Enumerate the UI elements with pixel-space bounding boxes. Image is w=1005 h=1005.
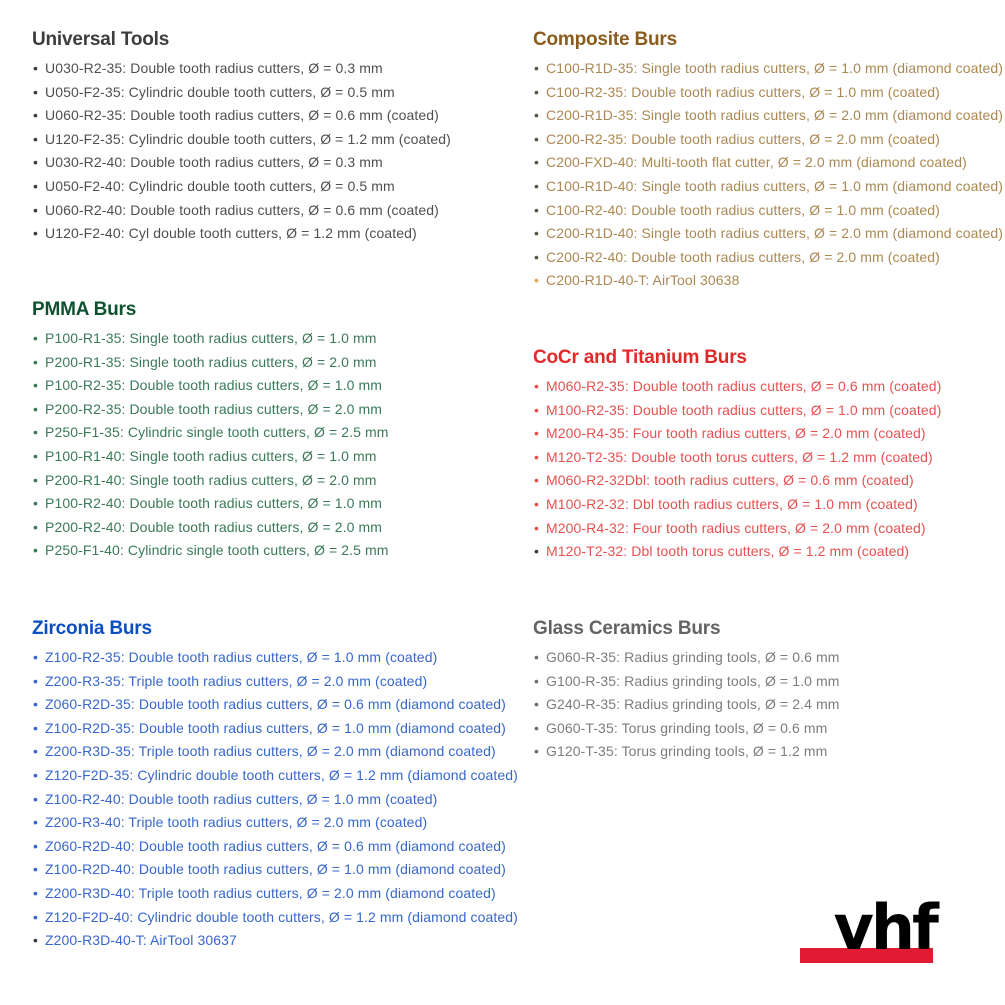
list-item-text: G060-R-35: Radius grinding tools, Ø = 0.6 mm [546, 649, 840, 665]
section-glass-ceramics-burs [533, 617, 1005, 764]
list-item-text: C200-R1D-35: Single tooth radius cutters, Ø = 2.0 mm (diamond coated) [546, 107, 1004, 124]
list-item-text: C200-FXD-40: Multi-tooth flat cutter, Ø = 2.0 mm (diamond coated) [546, 154, 967, 171]
bullet-icon: • [534, 719, 540, 736]
list-item-text: G240-R-35: Radius grinding tools, Ø = 2.4 mm [546, 696, 840, 713]
bullet-icon: • [33, 932, 39, 949]
list-item [533, 399, 1005, 423]
list-item-text: P100-R1-35: Single tooth radius cutters, Ø = 1.0 mm [45, 330, 377, 346]
bullet-icon: • [33, 447, 39, 464]
list-item-text: Z100-R2D-35: Double tooth radius cutters, Ø = 1.0 mm (diamond coated) [45, 719, 506, 736]
bullet-icon: • [33, 766, 39, 783]
bullet-icon: • [534, 60, 540, 76]
list-item-text: M060-R2-32Dbl: tooth radius cutters, Ø = 0.6 mm (coated) [546, 472, 914, 489]
list-item [533, 646, 1005, 670]
list-item-text: P200-R2-35: Double tooth radius cutters, Ø = 2.0 mm [45, 400, 382, 417]
list-item [32, 104, 504, 128]
list-item [32, 717, 504, 741]
bullet-icon: • [33, 400, 39, 417]
bullet-icon: • [534, 649, 540, 665]
list-item [32, 929, 504, 953]
list-item [533, 128, 1005, 152]
bullet-icon: • [534, 83, 540, 100]
vhf-logo-text: vhf [833, 891, 936, 964]
list-item-text: G060-T-35: Torus grinding tools, Ø = 0.6 mm [546, 719, 828, 736]
list-item [32, 351, 504, 375]
bullet-icon: • [534, 519, 540, 536]
list-item [533, 670, 1005, 694]
list-item-text: C100-R1D-35: Single tooth radius cutters, Ø = 1.0 mm (diamond coated) [546, 60, 1004, 76]
list-item-text: P200-R1-35: Single tooth radius cutters, Ø = 2.0 mm [45, 353, 377, 370]
bullet-icon: • [33, 672, 39, 689]
bullet-icon: • [534, 201, 540, 218]
list-item-text: Z120-F2D-35: Cylindric double tooth cutters, Ø = 1.2 mm (diamond coated) [45, 766, 518, 783]
list-item-text: P250-F1-35: Cylindric single tooth cutters, Ø = 2.5 mm [45, 424, 389, 441]
bullet-icon: • [534, 130, 540, 147]
bullet-icon: • [534, 672, 540, 689]
list-item [32, 740, 504, 764]
list-item-text: M060-R2-35: Double tooth radius cutters, Ø = 0.6 mm (coated) [546, 378, 942, 394]
list-item-text: Z060-R2D-35: Double tooth radius cutters, Ø = 0.6 mm (diamond coated) [45, 696, 506, 713]
bullet-icon: • [33, 814, 39, 831]
list-item [32, 374, 504, 398]
bullet-icon: • [33, 649, 39, 665]
tool-list-pmma-burs [32, 327, 504, 563]
bullet-icon: • [33, 696, 39, 713]
list-item [533, 740, 1005, 764]
list-item-text: U060-R2-35: Double tooth radius cutters, Ø = 0.6 mm (coated) [45, 107, 439, 124]
list-item [533, 375, 1005, 399]
bullet-icon: • [534, 472, 540, 489]
bullet-icon: • [534, 272, 540, 289]
list-item-text: C200-R2-40: Double tooth radius cutters, Ø = 2.0 mm (coated) [546, 248, 940, 265]
list-item-text: Z200-R3-40: Triple tooth radius cutters, Ø = 2.0 mm (coated) [45, 814, 428, 831]
bullet-icon: • [33, 377, 39, 394]
list-item [32, 151, 504, 175]
list-item [32, 670, 504, 694]
list-item-text: C200-R1D-40-T: AirTool 30638 [546, 272, 740, 289]
list-item [32, 81, 504, 105]
tool-list-glass-ceramics-burs [533, 646, 1005, 764]
list-item-text: M120-T2-35: Double tooth torus cutters, Ø = 1.2 mm (coated) [546, 448, 933, 465]
section-cocr-titanium-burs [533, 346, 1005, 564]
list-item-text: C200-R1D-40: Single tooth radius cutters, Ø = 2.0 mm (diamond coated) [546, 225, 1004, 242]
list-item [32, 175, 504, 199]
list-item [32, 469, 504, 493]
list-item-text: Z200-R3D-35: Triple tooth radius cutters, Ø = 2.0 mm (diamond coated) [45, 743, 496, 760]
bullet-icon: • [33, 719, 39, 736]
bullet-icon: • [534, 401, 540, 418]
list-item [32, 492, 504, 516]
list-item [533, 104, 1005, 128]
tool-list-zirconia-burs [32, 646, 518, 953]
list-item [533, 422, 1005, 446]
list-item [32, 835, 504, 859]
bullet-icon: • [33, 201, 39, 218]
list-item [533, 540, 1005, 564]
list-item [533, 175, 1005, 199]
list-item [533, 446, 1005, 470]
list-item-text: Z100-R2-35: Double tooth radius cutters, Ø = 1.0 mm (coated) [45, 649, 438, 665]
section-zirconia-burs [32, 617, 518, 953]
list-item-text: U030-R2-35: Double tooth radius cutters, Ø = 0.3 mm [45, 60, 383, 76]
list-item-text: P100-R1-40: Single tooth radius cutters, Ø = 1.0 mm [45, 447, 377, 464]
section-title-glass-ceramics-burs: Glass Ceramics Burs [533, 618, 721, 639]
bullet-icon: • [534, 107, 540, 124]
list-item-text: C100-R2-40: Double tooth radius cutters, Ø = 1.0 mm (coated) [546, 201, 940, 218]
list-item [32, 445, 504, 469]
list-item-text: M100-R2-35: Double tooth radius cutters, Ø = 1.0 mm (coated) [546, 401, 942, 418]
list-item [32, 882, 504, 906]
list-item [32, 421, 504, 445]
list-item-text: M200-R4-35: Four tooth radius cutters, Ø = 2.0 mm (coated) [546, 425, 926, 442]
list-item [533, 517, 1005, 541]
bullet-icon: • [534, 448, 540, 465]
list-item-text: U060-R2-40: Double tooth radius cutters, Ø = 0.6 mm (coated) [45, 201, 439, 218]
list-item [32, 906, 518, 930]
list-item [533, 199, 1005, 223]
section-title-composite-burs: Composite Burs [533, 29, 677, 50]
list-item [32, 811, 504, 835]
list-item [32, 539, 504, 563]
list-item-text: P250-F1-40: Cylindric single tooth cutters, Ø = 2.5 mm [45, 542, 389, 559]
section-title-cocr-titanium-burs: CoCr and Titanium Burs [533, 347, 747, 368]
list-item-text: Z120-F2D-40: Cylindric double tooth cutters, Ø = 1.2 mm (diamond coated) [45, 908, 518, 925]
bullet-icon: • [33, 884, 39, 901]
bullet-icon: • [33, 83, 39, 100]
bullet-icon: • [33, 518, 39, 535]
bullet-icon: • [33, 542, 39, 559]
bullet-icon: • [534, 378, 540, 394]
bullet-icon: • [33, 130, 39, 147]
bullet-icon: • [33, 790, 39, 807]
list-item [32, 646, 504, 670]
list-item [533, 246, 1005, 270]
list-item-text: P200-R2-40: Double tooth radius cutters, Ø = 2.0 mm [45, 518, 382, 535]
list-item-text: C100-R2-35: Double tooth radius cutters, Ø = 1.0 mm (coated) [546, 83, 940, 100]
list-item-text: U050-F2-40: Cylindric double tooth cutters, Ø = 0.5 mm [45, 177, 395, 194]
list-item [32, 516, 504, 540]
list-item [32, 327, 504, 351]
list-item [32, 693, 504, 717]
list-item [533, 717, 1005, 741]
bullet-icon: • [33, 908, 39, 925]
list-item [32, 788, 504, 812]
section-universal-tools [32, 28, 504, 246]
list-item-text: Z060-R2D-40: Double tooth radius cutters, Ø = 0.6 mm (diamond coated) [45, 837, 506, 854]
list-item [533, 222, 1005, 246]
list-item-text: M200-R4-32: Four tooth radius cutters, Ø = 2.0 mm (coated) [546, 519, 926, 536]
list-item [533, 493, 1005, 517]
list-item [32, 57, 504, 81]
list-item [533, 81, 1005, 105]
list-item-text: U120-F2-35: Cylindric double tooth cutters, Ø = 1.2 mm (coated) [45, 130, 451, 147]
bullet-icon: • [534, 743, 540, 760]
list-item [32, 764, 518, 788]
bullet-icon: • [33, 495, 39, 512]
bullet-icon: • [534, 425, 540, 442]
list-item-text: G120-T-35: Torus grinding tools, Ø = 1.2 mm [546, 743, 828, 760]
bullet-icon: • [534, 225, 540, 242]
section-title-pmma-burs: PMMA Burs [32, 299, 137, 320]
section-composite-burs [533, 28, 1005, 293]
bullet-icon: • [33, 424, 39, 441]
list-item [32, 128, 504, 152]
bullet-icon: • [33, 225, 39, 242]
tool-list-universal-tools [32, 57, 504, 246]
list-item-text: G100-R-35: Radius grinding tools, Ø = 1.0 mm [546, 672, 840, 689]
bullet-icon: • [33, 330, 39, 346]
bullet-icon: • [534, 177, 540, 194]
list-item [533, 151, 1005, 175]
list-item-text: C200-R2-35: Double tooth radius cutters, Ø = 2.0 mm (coated) [546, 130, 940, 147]
list-item [533, 57, 1005, 81]
bullet-icon: • [33, 60, 39, 76]
list-item [533, 469, 1005, 493]
tool-list-cocr-titanium-burs [533, 375, 1005, 564]
section-title-zirconia-burs: Zirconia Burs [32, 618, 152, 639]
section-pmma-burs [32, 298, 504, 563]
bullet-icon: • [33, 107, 39, 124]
list-item-text: M100-R2-32: Dbl tooth radius cutters, Ø = 1.0 mm (coated) [546, 495, 918, 512]
bullet-icon: • [33, 353, 39, 370]
bullet-icon: • [33, 743, 39, 760]
list-item-text: U050-F2-35: Cylindric double tooth cutters, Ø = 0.5 mm [45, 83, 395, 100]
list-item-text: U120-F2-40: Cyl double tooth cutters, Ø = 1.2 mm (coated) [45, 225, 417, 242]
list-item-text: Z200-R3D-40: Triple tooth radius cutters, Ø = 2.0 mm (diamond coated) [45, 884, 496, 901]
list-item-text: C100-R1D-40: Single tooth radius cutters, Ø = 1.0 mm (diamond coated) [546, 177, 1004, 194]
list-item-text: M120-T2-32: Dbl tooth torus cutters, Ø = 1.2 mm (coated) [546, 543, 910, 560]
bullet-icon: • [534, 495, 540, 512]
tool-list-composite-burs [533, 57, 1005, 293]
bullet-icon: • [33, 861, 39, 878]
bullet-icon: • [534, 154, 540, 171]
list-item-text: P100-R2-35: Double tooth radius cutters, Ø = 1.0 mm [45, 377, 382, 394]
list-item [32, 858, 504, 882]
bullet-icon: • [534, 696, 540, 713]
list-item-text: U030-R2-40: Double tooth radius cutters, Ø = 0.3 mm [45, 154, 383, 171]
list-item-text: Z200-R3D-40-T: AirTool 30637 [45, 932, 237, 949]
bullet-icon: • [534, 248, 540, 265]
list-item-text: Z100-R2-40: Double tooth radius cutters, Ø = 1.0 mm (coated) [45, 790, 438, 807]
bullet-icon: • [534, 543, 540, 560]
list-item-text: P200-R1-40: Single tooth radius cutters, Ø = 2.0 mm [45, 471, 377, 488]
list-item-text: Z100-R2D-40: Double tooth radius cutters, Ø = 1.0 mm (diamond coated) [45, 861, 506, 878]
bullet-icon: • [33, 154, 39, 171]
list-item [32, 199, 504, 223]
section-title-universal-tools: Universal Tools [32, 29, 170, 50]
bullet-icon: • [33, 837, 39, 854]
list-item-text: Z200-R3-35: Triple tooth radius cutters, Ø = 2.0 mm (coated) [45, 672, 428, 689]
bullet-icon: • [33, 471, 39, 488]
vhf-logo [800, 891, 936, 964]
bullet-icon: • [33, 177, 39, 194]
list-item [32, 222, 504, 246]
list-item [533, 269, 1005, 293]
list-item [533, 693, 1005, 717]
list-item [32, 398, 504, 422]
list-item-text: P100-R2-40: Double tooth radius cutters, Ø = 1.0 mm [45, 495, 382, 512]
